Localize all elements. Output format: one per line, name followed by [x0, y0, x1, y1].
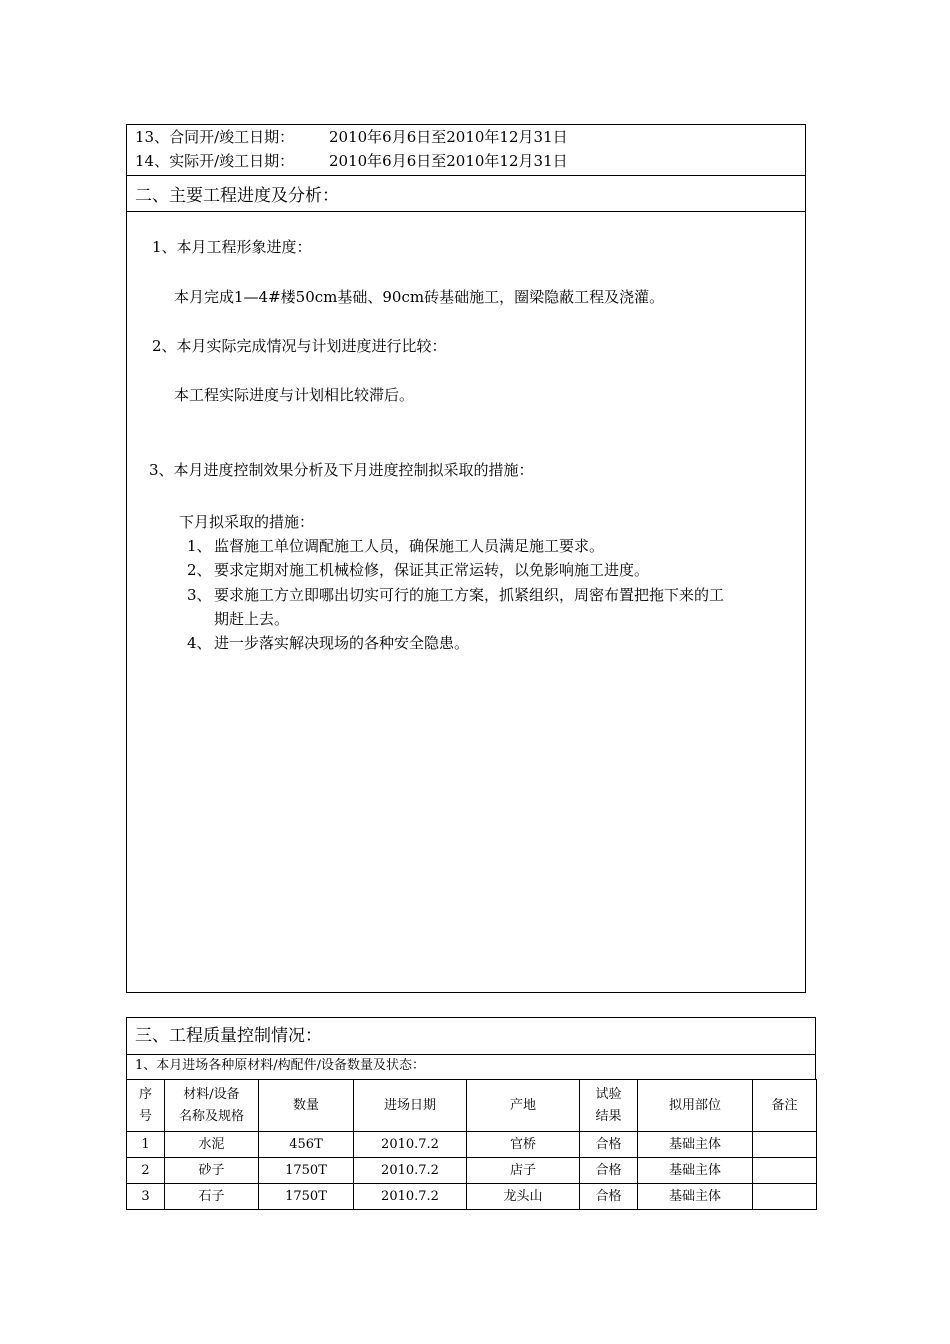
- measures-title: 下月拟采取的措施：: [179, 513, 315, 531]
- measure-text: 要求施工方立即哪出切实可行的施工方案，抓紧组织，周密布置把拖下来的工: [214, 586, 725, 604]
- actual-date-label: 14、实际开/竣工日期：: [135, 152, 295, 170]
- cell-use: 基础主体: [638, 1132, 753, 1158]
- measure-number: 2、: [187, 561, 212, 579]
- header-date: 进场日期: [354, 1080, 467, 1132]
- cell-name: 石子: [165, 1184, 259, 1210]
- header-remark: 备注: [753, 1080, 817, 1132]
- measure-text: 监督施工单位调配施工人员，确保施工人员满足施工要求。: [214, 537, 605, 555]
- cell-seq: 3: [127, 1184, 165, 1210]
- cell-remark: [753, 1184, 817, 1210]
- cell-result: 合格: [580, 1158, 638, 1184]
- cell-result: 合格: [580, 1132, 638, 1158]
- section-2-body: 本工程实际进度与计划相比较滞后。: [174, 386, 415, 404]
- contract-date-value: 2010年6月6日至2010年12月31日: [329, 128, 568, 146]
- measure-number: 3、: [187, 586, 212, 604]
- section-1-body: 本月完成1—4#楼50cm基础、90cm砖基础施工，圈梁隐蔽工程及浇灌。: [174, 288, 665, 306]
- cell-date: 2010.7.2: [354, 1184, 467, 1210]
- cell-date: 2010.7.2: [354, 1158, 467, 1184]
- cell-date: 2010.7.2: [354, 1132, 467, 1158]
- quality-heading: 三、工程质量控制情况：: [135, 1026, 322, 1046]
- cell-use: 基础主体: [638, 1184, 753, 1210]
- cell-seq: 1: [127, 1132, 165, 1158]
- cell-qty: 1750T: [259, 1158, 354, 1184]
- materials-table: [126, 1079, 817, 1210]
- quality-subheading: 1、本月进场各种原材料/构配件/设备数量及状态：: [135, 1058, 426, 1073]
- table-row: [127, 1132, 817, 1158]
- header-use: 拟用部位: [638, 1080, 753, 1132]
- section-2-title: 2、本月实际完成情况与计划进度进行比较：: [152, 337, 447, 355]
- header-qty: 数量: [259, 1080, 354, 1132]
- contract-date-label: 13、合同开/竣工日期：: [135, 128, 295, 146]
- header-seq: 序 号: [127, 1080, 165, 1132]
- table-row: [127, 1184, 817, 1210]
- cell-remark: [753, 1132, 817, 1158]
- measure-text-continued: 期赶上去。: [214, 610, 290, 628]
- table-header-row: [127, 1080, 817, 1132]
- header-origin: 产地: [467, 1080, 580, 1132]
- section-3-title: 3、本月进度控制效果分析及下月进度控制拟采取的措施：: [149, 461, 534, 479]
- actual-date-value: 2010年6月6日至2010年12月31日: [329, 152, 568, 170]
- cell-remark: [753, 1158, 817, 1184]
- cell-seq: 2: [127, 1158, 165, 1184]
- cell-origin: 官桥: [467, 1132, 580, 1158]
- section-1-title: 1、本月工程形象进度：: [152, 238, 312, 256]
- cell-qty: 1750T: [259, 1184, 354, 1210]
- cell-origin: 店子: [467, 1158, 580, 1184]
- measure-number: 4、: [187, 634, 212, 652]
- measure-text: 进一步落实解决现场的各种安全隐患。: [214, 634, 470, 652]
- cell-name: 砂子: [165, 1158, 259, 1184]
- cell-origin: 龙头山: [467, 1184, 580, 1210]
- header-test: 试验 结果: [580, 1080, 638, 1132]
- table-row: [127, 1158, 817, 1184]
- cell-use: 基础主体: [638, 1158, 753, 1184]
- measure-number: 1、: [187, 537, 212, 555]
- measure-text: 要求定期对施工机械检修，保证其正常运转，以免影响施工进度。: [214, 561, 650, 579]
- quality-heading-row: [126, 1017, 816, 1055]
- divider: [127, 211, 805, 212]
- quality-subheading-row: [126, 1054, 816, 1080]
- progress-heading: 二、主要工程进度及分析：: [135, 186, 339, 206]
- divider: [127, 175, 805, 176]
- cell-result: 合格: [580, 1184, 638, 1210]
- progress-section: [126, 124, 806, 993]
- header-name: 材料/设备 名称及规格: [165, 1080, 259, 1132]
- cell-name: 水泥: [165, 1132, 259, 1158]
- cell-qty: 456T: [259, 1132, 354, 1158]
